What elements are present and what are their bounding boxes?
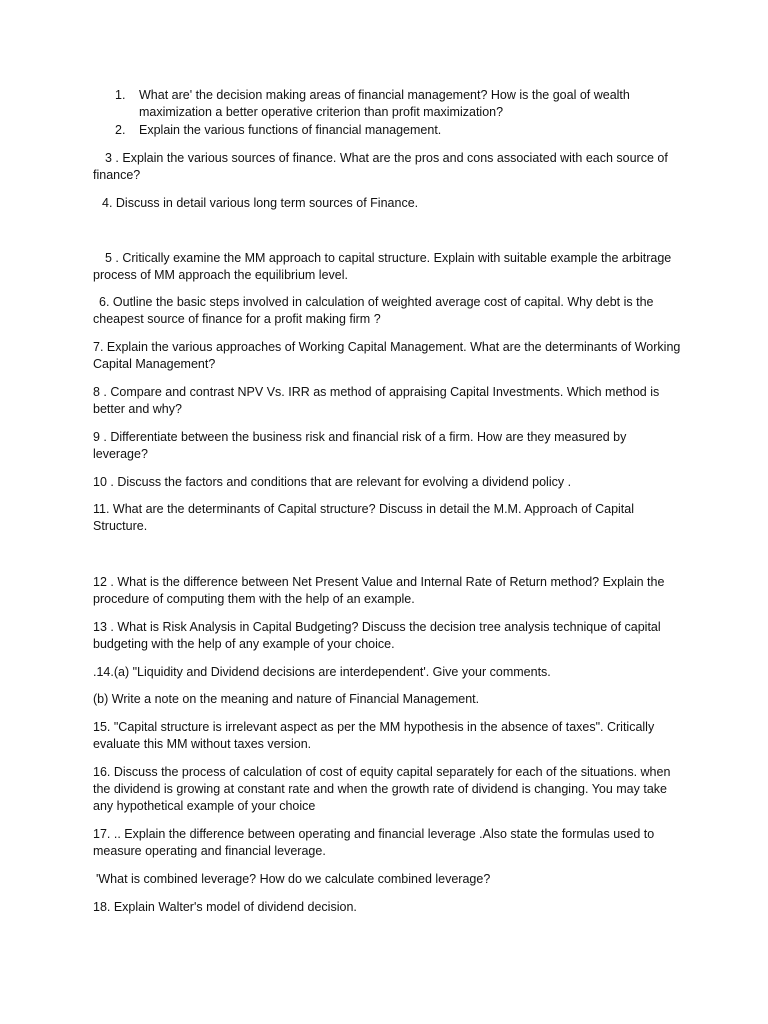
question-paragraph: 'What is combined leverage? How do we calculate combined leverage?	[96, 872, 491, 886]
question-paragraph: .14.(a) "Liquidity and Dividend decisions are interdependent'. Give your comments.	[93, 665, 551, 679]
question-paragraph: 15. "Capital structure is irrelevant aspect as per the MM hypothesis in the absence of taxes". Critically evaluate this MM without taxes version.	[93, 720, 655, 751]
list-item	[93, 122, 693, 139]
question-paragraph: 10 . Discuss the factors and conditions that are relevant for evolving a dividend policy .	[93, 475, 572, 489]
question-paragraph: 6. Outline the basic steps involved in calculation of weighted average cost of capital. Why debt is the cheapest source of finance for a profit making firm ?	[93, 295, 654, 326]
question-paragraph: (b) Write a note on the meaning and nature of Financial Management.	[93, 692, 480, 706]
question-paragraph: 11. What are the determinants of Capital structure? Discuss in detail the M.M. Approach of Capital Structure.	[93, 502, 635, 533]
list-item-number: 1.	[115, 88, 126, 102]
list-item	[93, 87, 693, 121]
numbered-list	[93, 87, 693, 140]
question-paragraph: 18. Explain Walter's model of dividend decision.	[93, 900, 357, 914]
question-paragraph: 9 . Differentiate between the business risk and financial risk of a firm. How are they measured by leverage?	[93, 430, 627, 461]
question-paragraph: 4. Discuss in detail various long term sources of Finance.	[102, 196, 419, 210]
question-paragraph: 8 . Compare and contrast NPV Vs. IRR as method of appraising Capital Investments. Which method is better and why?	[93, 385, 660, 416]
question-paragraph: 5 . Critically examine the MM approach to capital structure. Explain with suitable example the arbitrage process of MM approach the equilibrium level.	[93, 251, 672, 282]
list-item-number: 2.	[115, 123, 126, 137]
list-item-text: What are' the decision making areas of financial management? How is the goal of wealth maximization a better operative criterion than profit maximization?	[139, 88, 630, 119]
question-paragraph: 16. Discuss the process of calculation of cost of equity capital separately for each of the situations. when the dividend is growing at constant rate and when the growth rate of dividend is changing. You may take any hypothetical example of your choice	[93, 765, 671, 813]
question-paragraph: 13 . What is Risk Analysis in Capital Budgeting? Discuss the decision tree analysis technique of capital budgeting with the help of any example of your choice.	[93, 620, 661, 651]
question-paragraph: 7. Explain the various approaches of Working Capital Management. What are the determinants of Working Capital Management?	[93, 340, 681, 371]
list-item-text: Explain the various functions of financial management.	[139, 123, 442, 137]
question-paragraph: 3 . Explain the various sources of finance. What are the pros and cons associated with each source of finance?	[93, 151, 668, 182]
question-paragraph: 12 . What is the difference between Net Present Value and Internal Rate of Return method? Explain the procedure of computing them with the help of an example.	[93, 575, 665, 606]
question-paragraph: 17. .. Explain the difference between operating and financial leverage .Also state the formulas used to measure operating and financial leverage.	[93, 827, 655, 858]
